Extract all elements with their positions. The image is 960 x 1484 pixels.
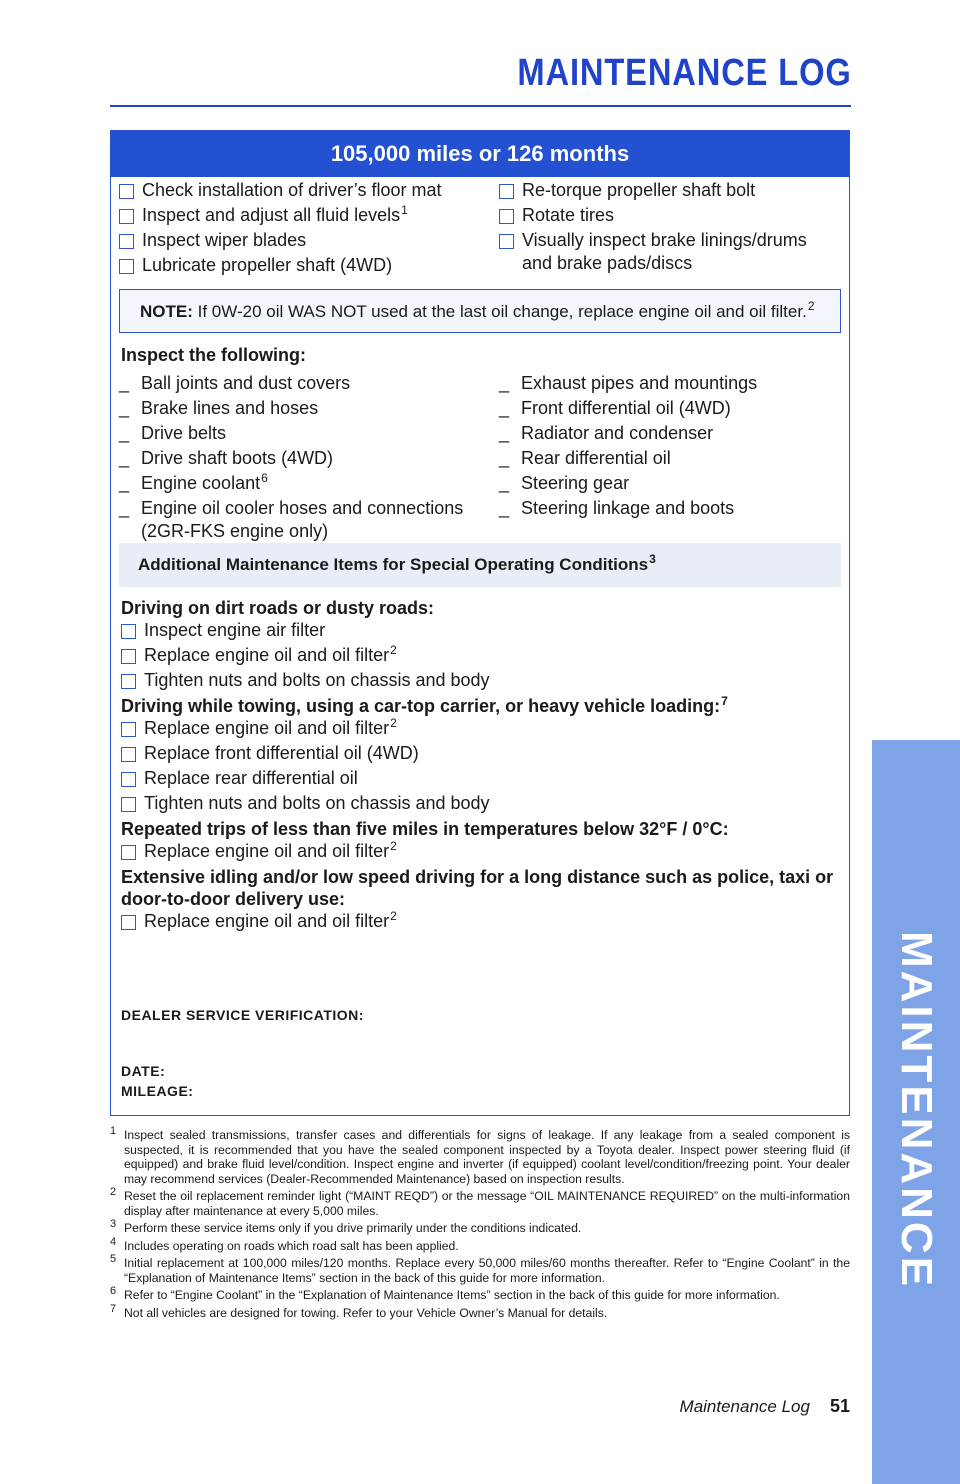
condition-item	[121, 792, 841, 815]
inspect-left	[119, 372, 499, 545]
condition-title	[121, 597, 841, 619]
note-sup: 2	[807, 299, 815, 314]
dash-marker: _	[499, 423, 510, 443]
inspect-item-sup: 6	[261, 471, 268, 485]
check-item-text: Rotate tires	[522, 205, 615, 225]
inspect-item	[499, 397, 839, 420]
checkbox[interactable]	[119, 184, 134, 199]
check-item-text: Re-torque propeller shaft bolt	[522, 180, 756, 200]
footnote-text: Perform these service items only if you drive primarily under the conditions indicated.	[124, 1221, 582, 1235]
inspect-item-text: Ball joints and dust covers	[141, 373, 351, 393]
condition-item-text: Replace front differential oil (4WD)	[144, 743, 419, 763]
dash-marker: _	[119, 473, 130, 493]
inspect-item	[119, 472, 499, 495]
side-tab-label: MAINTENANCE	[892, 930, 941, 1290]
inspect-item	[119, 422, 499, 445]
footnote-text: Refer to “Engine Coolant” in the “Explanation of Maintenance Items” section in the back of this guide for more information.	[124, 1288, 780, 1302]
inspect-item-text: Drive belts	[141, 423, 227, 443]
footnote	[110, 1285, 850, 1303]
condition-title-text: Driving while towing, using a car-top carrier, or heavy vehicle loading:	[121, 696, 721, 716]
inspect-item	[499, 497, 839, 520]
condition-item-sup: 2	[390, 716, 397, 730]
additional-heading	[119, 543, 841, 587]
dash-marker: _	[119, 398, 130, 418]
condition-title	[121, 695, 841, 717]
inspect-item-text: Brake lines and hoses	[141, 398, 319, 418]
check-item	[499, 229, 839, 275]
condition-item	[121, 717, 841, 740]
checkbox[interactable]	[119, 209, 134, 224]
check-item	[499, 204, 839, 227]
condition-item-text: Replace engine oil and oil filter	[144, 718, 390, 738]
additional-heading-text: Additional Maintenance Items for Special Operating Conditions	[138, 555, 649, 574]
inspect-item	[499, 472, 839, 495]
footnote-number: 3	[110, 1218, 117, 1230]
footnote-number: 4	[110, 1235, 117, 1248]
inspect-item-text: Engine oil cooler hoses and connections (2GR-FKS engine only)	[141, 498, 464, 541]
dash-marker: _	[119, 448, 130, 468]
checklist-right	[499, 179, 839, 279]
date-label: DATE:	[121, 1063, 166, 1079]
condition-item	[121, 644, 841, 667]
inspect-item-text: Engine coolant	[141, 473, 261, 493]
checklist-left	[119, 179, 499, 279]
dash-marker: _	[119, 373, 130, 393]
check-item	[119, 179, 499, 202]
check-item	[119, 229, 499, 252]
dash-marker: _	[499, 398, 510, 418]
checkbox[interactable]	[121, 797, 136, 812]
inspect-heading: Inspect the following:	[121, 345, 306, 365]
footnote-text: Includes operating on roads which road salt has been applied.	[124, 1238, 459, 1253]
checklist	[119, 179, 839, 279]
footnote	[110, 1302, 850, 1321]
check-item	[119, 204, 499, 227]
condition-item-text: Tighten nuts and bolts on chassis and body	[144, 793, 490, 813]
inspect-item	[119, 497, 499, 543]
check-item	[499, 179, 839, 202]
footnote-number: 5	[110, 1253, 117, 1265]
page-number: 51	[829, 1396, 850, 1416]
dash-marker: _	[499, 498, 510, 518]
condition-title-text: Repeated trips of less than five miles in temperatures below 32°F / 0°C:	[121, 819, 729, 839]
check-item-sup: 1	[401, 203, 408, 217]
note-text: If 0W-20 oil WAS NOT used at the last oil change, replace engine oil and oil filter.	[197, 302, 807, 321]
condition-item-sup: 2	[390, 909, 397, 923]
footnote-text: Not all vehicles are designed for towing. Refer to your Vehicle Owner’s Manual for details.	[124, 1305, 608, 1320]
dash-marker: _	[119, 498, 130, 518]
footnotes	[110, 1125, 850, 1323]
inspect-item-text: Steering linkage and boots	[521, 498, 735, 518]
condition-title-text: Driving on dirt roads or dusty roads:	[121, 598, 435, 618]
footnote-number: 7	[110, 1302, 117, 1315]
inspect-item	[499, 372, 839, 395]
condition-item-text: Replace rear differential oil	[144, 768, 358, 788]
footnote-text: Initial replacement at 100,000 miles/120 months. Replace every 50,000 miles/60 months thereafter. Refer to “Engine Coolant” in the “Explanation of Maintenance Items” section in the back of this guide for more information.	[124, 1256, 850, 1285]
mileage-label: MILEAGE:	[121, 1083, 194, 1099]
condition-title-sup: 7	[721, 694, 728, 708]
condition-item-text: Replace engine oil and oil filter	[144, 841, 390, 861]
additional-sup: 3	[649, 552, 656, 567]
inspect-item-text: Rear differential oil	[521, 448, 671, 468]
check-item-text: Inspect wiper blades	[142, 230, 307, 250]
note-box	[119, 289, 841, 333]
checkbox[interactable]	[121, 722, 136, 737]
dash-marker: _	[499, 373, 510, 393]
condition-item-text: Replace engine oil and oil filter	[144, 645, 390, 665]
inspect-list	[119, 372, 839, 545]
check-item-text: Lubricate propeller shaft (4WD)	[142, 255, 393, 275]
page-footer	[680, 1396, 850, 1417]
interval-header: 105,000 miles or 126 months	[111, 131, 849, 177]
dealer-verification: DEALER SERVICE VERIFICATION:	[121, 1007, 364, 1023]
footnote	[110, 1218, 850, 1236]
dash-marker: _	[499, 473, 510, 493]
dash-marker: _	[499, 448, 510, 468]
note-label: NOTE:	[140, 302, 193, 321]
footnote	[110, 1253, 850, 1285]
page-title: MAINTENANCE LOG	[517, 52, 852, 94]
check-item-text: Check installation of driver’s floor mat	[142, 180, 442, 200]
condition-item-sup: 2	[390, 839, 397, 853]
condition-item	[121, 840, 841, 863]
checkbox[interactable]	[121, 747, 136, 762]
check-item	[119, 254, 499, 277]
condition-item	[121, 669, 841, 692]
check-item-text: Visually inspect brake linings/drums and brake pads/discs	[522, 230, 807, 273]
inspect-item-text: Drive shaft boots (4WD)	[141, 448, 334, 468]
inspect-right	[499, 372, 839, 545]
dash-marker: _	[119, 423, 130, 443]
footnote	[110, 1235, 850, 1254]
footnote-text: Inspect sealed transmissions, transfer cases and differentials for signs of leakage. If any leakage from a sealed component is suspected, it is recommended that you have the sealed component inspected by a Toyota dealer. Inspect power steering fluid (if equipped) and brake fluid level/condition. Inspect engine and inverter (if equipped) coolant level/condition/freezing point. Your dealer may recommend services (Dealer-Recommended Maintenance) based on inspection results.	[124, 1128, 850, 1186]
checkbox[interactable]	[119, 259, 134, 274]
condition-item	[121, 767, 841, 790]
condition-item-text: Replace engine oil and oil filter	[144, 911, 390, 931]
checkbox[interactable]	[499, 209, 514, 224]
checkbox[interactable]	[121, 915, 136, 930]
checkbox[interactable]	[121, 772, 136, 787]
inspect-item-text: Radiator and condenser	[521, 423, 714, 443]
condition-item-sup: 2	[390, 643, 397, 657]
condition-item	[121, 742, 841, 765]
inspect-item	[119, 447, 499, 470]
maintenance-panel	[110, 130, 850, 1116]
footnote-text: Reset the oil replacement reminder light (“MAINT REQD”) or the message “OIL MAINTENANCE REQUIRED” on the multi-information display after maintenance at every 5,000 miles.	[124, 1189, 850, 1218]
condition-item-text: Tighten nuts and bolts on chassis and body	[144, 670, 490, 690]
footnote	[110, 1186, 850, 1218]
checkbox[interactable]	[119, 234, 134, 249]
inspect-item	[499, 422, 839, 445]
checkbox[interactable]	[499, 184, 514, 199]
footnote	[110, 1125, 850, 1186]
footnote-number: 1	[110, 1125, 117, 1137]
condition-item-text: Inspect engine air filter	[144, 620, 326, 640]
checkbox[interactable]	[121, 624, 136, 639]
inspect-item	[499, 447, 839, 470]
condition-item	[121, 619, 841, 642]
inspect-item	[119, 397, 499, 420]
footnote-number: 6	[110, 1285, 117, 1297]
title-rule	[110, 105, 851, 107]
inspect-item-text: Front differential oil (4WD)	[521, 398, 731, 418]
inspect-item-text: Steering gear	[521, 473, 630, 493]
check-item-text: Inspect and adjust all fluid levels	[142, 205, 401, 225]
condition-title	[121, 866, 841, 910]
checkbox[interactable]	[121, 845, 136, 860]
checkbox[interactable]	[121, 649, 136, 664]
condition-item	[121, 910, 841, 933]
footer-section: Maintenance Log	[679, 1397, 810, 1416]
conditions	[121, 597, 841, 935]
condition-title-text: Extensive idling and/or low speed driving for a long distance such as police, taxi or door-to-door delivery use:	[121, 867, 834, 909]
condition-title	[121, 818, 841, 840]
footnote-number: 2	[110, 1186, 117, 1198]
inspect-item	[119, 372, 499, 395]
checkbox[interactable]	[121, 674, 136, 689]
inspect-item-text: Exhaust pipes and mountings	[521, 373, 758, 393]
checkbox[interactable]	[499, 234, 514, 249]
